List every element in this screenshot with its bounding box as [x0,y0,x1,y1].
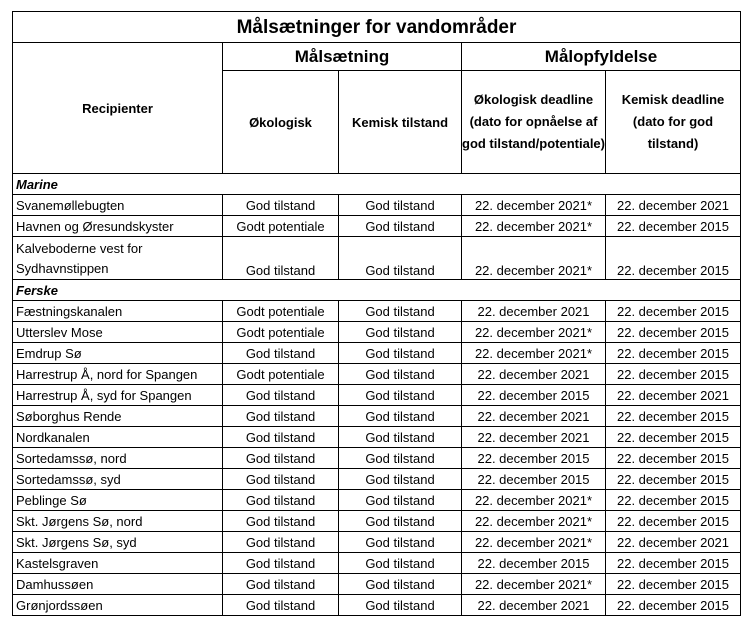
recipient-cell: Grønjordssøen [13,595,223,616]
recipient-cell: Emdrup Sø [13,343,223,364]
okologisk-deadline-cell: 22. december 2021 [462,595,606,616]
section-label: Marine [13,174,223,195]
table-title: Målsætninger for vandområder [13,12,741,43]
kemisk-cell: God tilstand [339,532,462,553]
group-header-malopfyldelse: Målopfyldelse [462,43,741,71]
kemisk-deadline-cell: 22. december 2015 [606,343,741,364]
header-kemisk-deadline: Kemisk deadline (dato for god tilstand) [606,71,741,174]
table-row [13,469,741,490]
kemisk-cell: God tilstand [339,490,462,511]
okologisk-deadline-cell: 22. december 2021* [462,322,606,343]
kemisk-cell: God tilstand [339,553,462,574]
kemisk-cell: God tilstand [339,237,462,280]
kemisk-deadline-cell: 22. december 2015 [606,469,741,490]
okologisk-deadline-cell: 22. december 2021* [462,343,606,364]
header-kemisk-tilstand: Kemisk tilstand [339,71,462,174]
table-row [13,195,741,216]
table-row [13,216,741,237]
kemisk-deadline-cell: 22. december 2015 [606,511,741,532]
okologisk-deadline-cell: 22. december 2015 [462,448,606,469]
okologisk-cell: God tilstand [223,532,339,553]
okologisk-deadline-cell: 22. december 2021 [462,406,606,427]
recipient-cell: Nordkanalen [13,427,223,448]
header-recipienter: Recipienter [13,43,223,174]
table-row [13,553,741,574]
section-row [13,174,741,195]
kemisk-cell: God tilstand [339,595,462,616]
recipient-cell: Peblinge Sø [13,490,223,511]
recipient-cell: Damhussøen [13,574,223,595]
goals-table [12,11,741,616]
table-row [13,595,741,616]
table-row [13,322,741,343]
recipient-cell: Skt. Jørgens Sø, nord [13,511,223,532]
recipient-cell: Utterslev Mose [13,322,223,343]
okologisk-cell: God tilstand [223,385,339,406]
table-row [13,406,741,427]
okologisk-deadline-cell: 22. december 2021* [462,195,606,216]
table-row [13,511,741,532]
kemisk-deadline-cell: 22. december 2015 [606,364,741,385]
kemisk-cell: God tilstand [339,343,462,364]
okologisk-deadline-cell: 22. december 2021 [462,301,606,322]
table-row [13,237,741,280]
kemisk-deadline-cell: 22. december 2015 [606,216,741,237]
recipient-cell: Svanemøllebugten [13,195,223,216]
kemisk-deadline-cell: 22. december 2015 [606,237,741,280]
table-row [13,301,741,322]
kemisk-cell: God tilstand [339,195,462,216]
recipient-cell: Fæstningskanalen [13,301,223,322]
okologisk-cell: God tilstand [223,490,339,511]
kemisk-cell: God tilstand [339,448,462,469]
kemisk-cell: God tilstand [339,511,462,532]
table-row [13,343,741,364]
kemisk-deadline-cell: 22. december 2015 [606,448,741,469]
kemisk-deadline-cell: 22. december 2015 [606,406,741,427]
okologisk-cell: Godt potentiale [223,301,339,322]
table-row [13,490,741,511]
okologisk-cell: God tilstand [223,511,339,532]
kemisk-cell: God tilstand [339,406,462,427]
okologisk-deadline-cell: 22. december 2021* [462,216,606,237]
kemisk-deadline-cell: 22. december 2021 [606,385,741,406]
recipient-cell: Skt. Jørgens Sø, syd [13,532,223,553]
kemisk-cell: God tilstand [339,469,462,490]
recipient-cell: Harrestrup Å, nord for Spangen [13,364,223,385]
kemisk-deadline-cell: 22. december 2015 [606,574,741,595]
table-row [13,532,741,553]
okologisk-deadline-cell: 22. december 2021* [462,574,606,595]
kemisk-deadline-cell: 22. december 2015 [606,427,741,448]
recipient-cell: Søborghus Rende [13,406,223,427]
okologisk-cell: Godt potentiale [223,364,339,385]
kemisk-deadline-cell: 22. december 2015 [606,322,741,343]
group-header-malsaetning: Målsætning [223,43,462,71]
okologisk-deadline-cell: 22. december 2015 [462,553,606,574]
kemisk-cell: God tilstand [339,322,462,343]
kemisk-deadline-cell: 22. december 2015 [606,301,741,322]
table-row [13,574,741,595]
recipient-cell: Harrestrup Å, syd for Spangen [13,385,223,406]
okologisk-deadline-cell: 22. december 2021* [462,532,606,553]
okologisk-cell: God tilstand [223,595,339,616]
kemisk-deadline-cell: 22. december 2015 [606,490,741,511]
okologisk-cell: God tilstand [223,195,339,216]
okologisk-cell: God tilstand [223,237,339,280]
section-spacer [223,174,741,195]
okologisk-deadline-cell: 22. december 2015 [462,385,606,406]
kemisk-cell: God tilstand [339,385,462,406]
section-spacer [223,280,741,301]
okologisk-cell: Godt potentiale [223,216,339,237]
kemisk-cell: God tilstand [339,427,462,448]
okologisk-cell: God tilstand [223,574,339,595]
table-row [13,427,741,448]
okologisk-cell: God tilstand [223,448,339,469]
header-okologisk: Økologisk [223,71,339,174]
recipient-cell: Sortedamssø, nord [13,448,223,469]
kemisk-cell: God tilstand [339,574,462,595]
kemisk-cell: God tilstand [339,216,462,237]
header-okologisk-deadline: Økologisk deadline (dato for opnåelse af god tilstand/potentiale) [462,71,606,174]
recipient-cell: Kalveboderne vest for Sydhavnstippen [13,237,223,280]
kemisk-deadline-cell: 22. december 2021 [606,195,741,216]
okologisk-deadline-cell: 22. december 2015 [462,469,606,490]
okologisk-deadline-cell: 22. december 2021 [462,364,606,385]
okologisk-cell: God tilstand [223,553,339,574]
okologisk-deadline-cell: 22. december 2021* [462,490,606,511]
recipient-cell: Kastelsgraven [13,553,223,574]
table-row [13,448,741,469]
okologisk-deadline-cell: 22. december 2021* [462,511,606,532]
section-row [13,280,741,301]
okologisk-cell: God tilstand [223,406,339,427]
okologisk-deadline-cell: 22. december 2021* [462,237,606,280]
okologisk-cell: God tilstand [223,427,339,448]
okologisk-cell: Godt potentiale [223,322,339,343]
kemisk-cell: God tilstand [339,364,462,385]
kemisk-cell: God tilstand [339,301,462,322]
kemisk-deadline-cell: 22. december 2015 [606,595,741,616]
okologisk-cell: God tilstand [223,469,339,490]
table-row [13,364,741,385]
section-label: Ferske [13,280,223,301]
okologisk-cell: God tilstand [223,343,339,364]
kemisk-deadline-cell: 22. december 2021 [606,532,741,553]
okologisk-deadline-cell: 22. december 2021 [462,427,606,448]
recipient-cell: Havnen og Øresundskyster [13,216,223,237]
table-row [13,385,741,406]
recipient-cell: Sortedamssø, syd [13,469,223,490]
kemisk-deadline-cell: 22. december 2015 [606,553,741,574]
